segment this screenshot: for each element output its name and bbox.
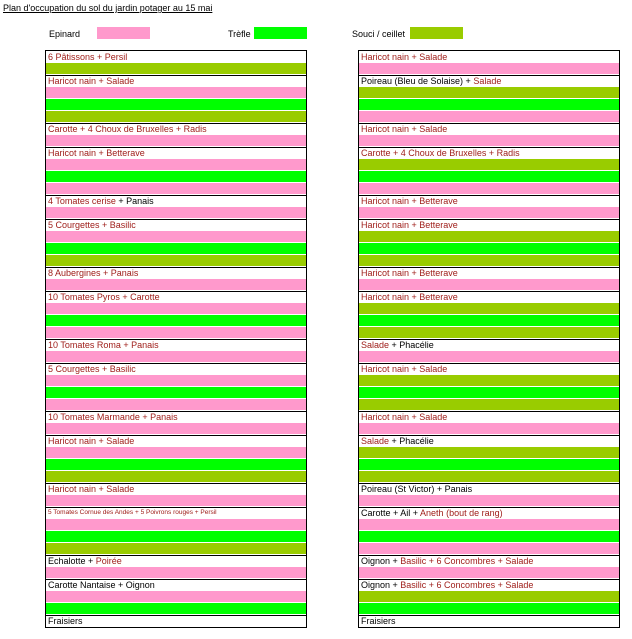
plan-strip-epinard (359, 567, 619, 579)
plan-strip-epinard (46, 495, 306, 507)
plan-strip-epinard (359, 207, 619, 219)
plan-row-text: Salade (473, 76, 502, 86)
plan-strip-souci (46, 111, 306, 123)
plan-row-label (359, 219, 619, 231)
plan-strip-epinard (46, 183, 306, 195)
legend-label-epinard: Epinard (49, 29, 81, 39)
plan-strip-epinard (359, 351, 619, 363)
plan-row-text: Basilic + 6 Concombres + Salade (400, 556, 534, 566)
plan-row-label (359, 435, 619, 447)
plan-row-label (359, 147, 619, 159)
plan-row-label (46, 339, 306, 351)
plan-strip-epinard (359, 495, 619, 507)
plan-strip-souci (359, 591, 619, 603)
plan-strip-epinard (359, 519, 619, 531)
plan-strip-souci (359, 471, 619, 483)
plan-strip-epinard (46, 591, 306, 603)
plan-strip-epinard (46, 519, 306, 531)
plan-strip-epinard (359, 63, 619, 75)
plan-row-text: Haricot nain + Betterave (361, 268, 458, 278)
plan-strip-trefle (46, 99, 306, 111)
plan-row-text: Carotte + 4 Choux de Bruxelles + Radis (48, 124, 207, 134)
legend-swatch-epinard (97, 27, 150, 39)
plan-row-label (359, 291, 619, 303)
plan-row-label (46, 507, 306, 519)
plan-row-label (359, 507, 619, 519)
plan-row-label (359, 483, 619, 495)
plan-strip-epinard (46, 135, 306, 147)
plan-row-text: 10 Tomates Roma + Panais (48, 340, 159, 350)
plan-row-label (46, 411, 306, 423)
plan-strip-epinard (359, 423, 619, 435)
plan-strip-epinard (359, 543, 619, 555)
plan-row-text: Haricot nain + Salade (48, 76, 135, 86)
garden-plan-left-column (45, 50, 307, 628)
legend-label-trefle: Trèfle (228, 29, 251, 39)
plan-row-label (46, 555, 306, 567)
plan-strip-epinard (46, 231, 306, 243)
plan-strip-trefle (46, 531, 306, 543)
plan-strip-trefle (46, 243, 306, 255)
plan-row-label (46, 147, 306, 159)
plan-row-text: Fraisiers (361, 616, 396, 626)
plan-row-label (46, 363, 306, 375)
plan-row-text: Haricot nain + Betterave (361, 196, 458, 206)
plan-row-label (359, 411, 619, 423)
plan-row-text: 4 Tomates cerise (48, 196, 116, 206)
plan-row-text: Haricot nain + Salade (361, 364, 448, 374)
plan-row-text: Aneth (bout de rang) (420, 508, 503, 518)
plan-strip-trefle (359, 387, 619, 399)
plan-strip-trefle (46, 315, 306, 327)
plan-row-label (359, 75, 619, 87)
plan-row-text: Poirée (95, 556, 122, 566)
plan-row-text: Haricot nain + Salade (361, 412, 448, 422)
plan-row-text: 10 Tomates Marmande + Panais (48, 412, 178, 422)
plan-strip-souci (46, 471, 306, 483)
plan-row-label (359, 51, 619, 63)
plan-strip-souci (46, 255, 306, 267)
plan-row-label (46, 123, 306, 135)
plan-row-text: Haricot nain + Salade (48, 484, 135, 494)
plan-row-text: Carotte + Ail + (361, 508, 421, 518)
page-title: Plan d'occupation du sol du jardin potager au 15 mai (3, 3, 213, 13)
plan-row-text: Oignon + (361, 556, 401, 566)
plan-row-label (359, 579, 619, 591)
plan-strip-epinard (46, 567, 306, 579)
plan-strip-trefle (46, 387, 306, 399)
plan-row-label (46, 219, 306, 231)
plan-strip-epinard (359, 135, 619, 147)
plan-strip-epinard (46, 351, 306, 363)
plan-row-text: Poireau (St Victor) + Panais (361, 484, 473, 494)
plan-row-text: Fraisiers (48, 616, 83, 626)
garden-plan-right-column (358, 50, 620, 628)
plan-row-text: 5 Tomates Cornue des Andes + 5 Poivrons rouges + Persil (48, 509, 217, 516)
plan-row-text: + Phacélie (389, 340, 434, 350)
plan-strip-epinard (46, 159, 306, 171)
plan-strip-souci (359, 303, 619, 315)
plan-row-text: Haricot nain + Salade (48, 436, 135, 446)
plan-row-text: Salade (361, 436, 390, 446)
plan-row-label (46, 579, 306, 591)
plan-strip-souci (359, 375, 619, 387)
plan-strip-souci (46, 543, 306, 555)
plan-row-text: 5 Courgettes + Basilic (48, 220, 136, 230)
plan-row-label (46, 615, 306, 627)
plan-strip-souci (359, 447, 619, 459)
plan-row-text: Haricot nain + Salade (361, 124, 448, 134)
plan-row-label (46, 51, 306, 63)
legend-label-souci: Souci / ceillet (352, 29, 406, 39)
plan-strip-trefle (46, 459, 306, 471)
plan-row-label (359, 555, 619, 567)
plan-row-text: + Panais (115, 196, 154, 206)
plan-row-text: Poireau (Bleu de Solaise) + (361, 76, 474, 86)
plan-row-label (46, 195, 306, 207)
plan-row-text: + Phacélie (389, 436, 434, 446)
plan-row-text: 10 Tomates Pyros + Carotte (48, 292, 160, 302)
plan-strip-epinard (359, 111, 619, 123)
plan-row-text: Oignon + (361, 580, 401, 590)
plan-strip-souci (359, 159, 619, 171)
plan-row-text: Carotte Nantaise + Oignon (48, 580, 155, 590)
plan-row-label (359, 123, 619, 135)
plan-row-label (359, 363, 619, 375)
plan-row-text: Basilic + 6 Concombres + Salade (400, 580, 534, 590)
plan-row-label (46, 483, 306, 495)
plan-row-label (359, 267, 619, 279)
legend-swatch-souci (410, 27, 463, 39)
plan-strip-trefle (359, 171, 619, 183)
plan-row-label (359, 195, 619, 207)
plan-row-label (46, 267, 306, 279)
plan-strip-trefle (359, 99, 619, 111)
plan-strip-epinard (359, 183, 619, 195)
plan-strip-epinard (46, 447, 306, 459)
plan-strip-trefle (359, 459, 619, 471)
plan-strip-trefle (46, 171, 306, 183)
plan-row-label (359, 339, 619, 351)
plan-strip-epinard (46, 303, 306, 315)
plan-strip-epinard (46, 279, 306, 291)
plan-strip-epinard (46, 207, 306, 219)
plan-strip-trefle (359, 531, 619, 543)
plan-row-label (359, 615, 619, 627)
plan-strip-epinard (46, 87, 306, 99)
plan-strip-trefle (46, 603, 306, 615)
plan-strip-souci (359, 399, 619, 411)
plan-row-text: Haricot nain + Betterave (361, 220, 458, 230)
plan-strip-trefle (359, 603, 619, 615)
plan-strip-souci (359, 255, 619, 267)
plan-strip-epinard (46, 327, 306, 339)
plan-strip-epinard (46, 423, 306, 435)
plan-row-text: Haricot nain + Salade (361, 52, 448, 62)
plan-row-text: Salade (361, 340, 390, 350)
plan-strip-souci (359, 231, 619, 243)
plan-strip-epinard (359, 279, 619, 291)
plan-row-text: Haricot nain + Betterave (48, 148, 145, 158)
plan-row-text: Carotte + 4 Choux de Bruxelles + Radis (361, 148, 520, 158)
plan-row-text: Echalotte + (48, 556, 96, 566)
plan-row-label (46, 291, 306, 303)
plan-strip-epinard (46, 375, 306, 387)
plan-strip-trefle (359, 315, 619, 327)
legend-swatch-trefle (254, 27, 307, 39)
plan-strip-trefle (359, 243, 619, 255)
plan-strip-souci (359, 87, 619, 99)
plan-row-label (46, 75, 306, 87)
plan-row-text: 5 Courgettes + Basilic (48, 364, 136, 374)
plan-strip-souci (46, 63, 306, 75)
plan-strip-souci (359, 327, 619, 339)
plan-row-text: 6 Pâtissons + Persil (48, 52, 128, 62)
plan-row-label (46, 435, 306, 447)
plan-row-text: Haricot nain + Betterave (361, 292, 458, 302)
plan-strip-epinard (46, 399, 306, 411)
plan-row-text: 8 Aubergines + Panais (48, 268, 139, 278)
